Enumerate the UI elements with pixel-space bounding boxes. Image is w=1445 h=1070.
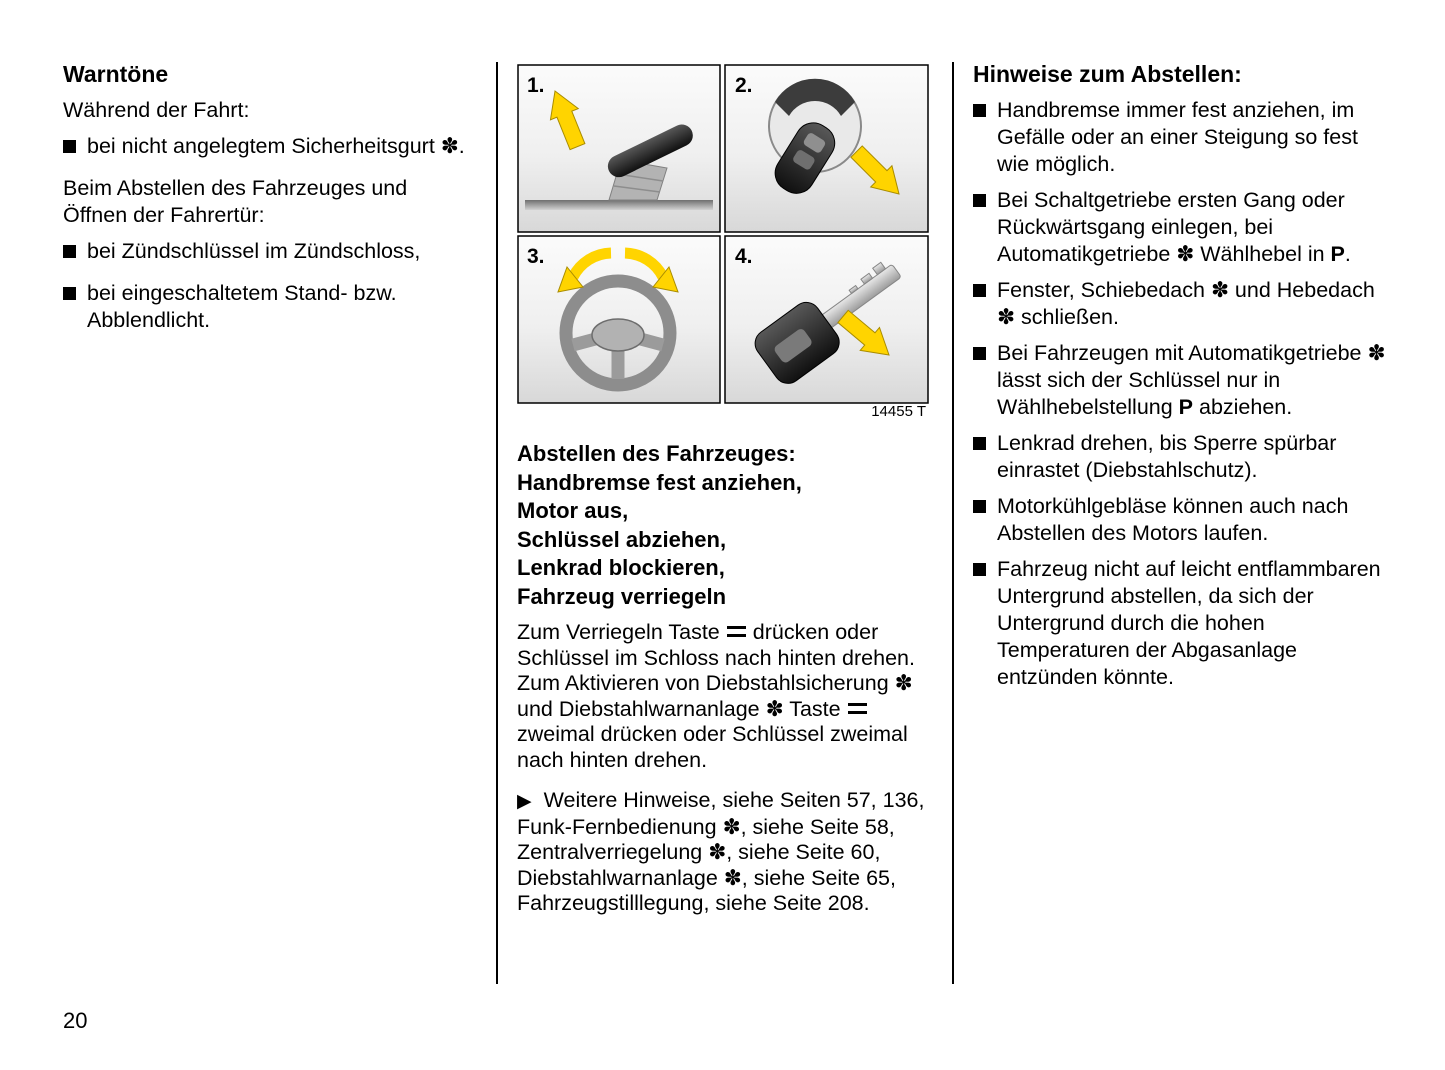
warning-tones-heading: Warntöne <box>63 61 169 87</box>
square-bullet-icon <box>63 140 76 153</box>
panel-2-label: 2. <box>735 74 753 97</box>
bullet-text: bei Zündschlüssel im Zündschloss, <box>87 239 421 263</box>
hint-item <box>973 493 1391 547</box>
parking-hints-section <box>973 60 1391 700</box>
hint-text: Bei Fahrzeugen mit Automatikgetriebe ✽ lässt sich der Schlüssel nur in Wählhebelstellung P abziehen. <box>997 341 1386 419</box>
parking-title-line: Handbremse fest anziehen, <box>517 469 802 495</box>
parking-body-paragraph <box>517 620 937 773</box>
note-text: Weitere Hinweise, siehe Seiten 57, 136, Funk-Fernbedienung ✽, siehe Seite 58, Zentralverriegelung ✽, siehe Seite 60, Diebstahlwarnanlage ✽, siehe Seite 65, Fahrzeugstilllegung, siehe Seite 208. <box>517 788 925 915</box>
hint-item <box>973 277 1391 331</box>
hint-item <box>973 187 1391 268</box>
parking-instructions-section <box>517 440 937 917</box>
figure-caption: 14455 T <box>871 403 926 418</box>
square-bullet-icon <box>973 563 986 576</box>
warning-tones-bullet-3 <box>63 280 465 334</box>
bullet-text: bei eingeschaltetem Stand- bzw. Abblendlicht. <box>87 281 397 332</box>
parking-title-line: Fahrzeug verriegeln <box>517 583 727 609</box>
lock-button-icon <box>848 703 867 714</box>
hint-text: Bei Schaltgetriebe ersten Gang oder Rückwärtsgang einlegen, bei Automatikgetriebe ✽ Wählhebel in P. <box>997 188 1351 266</box>
panel-1-label: 1. <box>527 74 545 97</box>
hint-text: Fahrzeug nicht auf leicht entflammbaren Untergrund abstellen, da sich der Untergrund durch die hohen Temperaturen der Abgasanlage entzünden könnte. <box>997 557 1381 689</box>
column-divider <box>496 62 498 984</box>
body-text: zweimal drücken oder Schlüssel zweimal nach hinten drehen. <box>517 722 908 772</box>
hint-item <box>973 340 1391 421</box>
triangle-marker-icon: ▶ <box>517 791 532 812</box>
square-bullet-icon <box>973 437 986 450</box>
warning-tones-section <box>63 60 465 349</box>
parking-title-line: Abstellen des Fahrzeuges: <box>517 441 796 466</box>
warning-tones-para-2: Beim Abstellen des Fahrzeuges und Öffnen der Fahrertür: <box>63 176 408 227</box>
square-bullet-icon <box>973 194 986 207</box>
parking-title-line: Motor aus, <box>517 498 629 523</box>
body-text: Zum Verriegeln Taste <box>517 620 720 644</box>
square-bullet-icon <box>973 284 986 297</box>
page-number: 20 <box>63 1008 88 1033</box>
hint-text: Fenster, Schiebedach ✽ und Hebedach ✽ schließen. <box>997 278 1375 329</box>
hint-item <box>973 97 1391 178</box>
warning-tones-intro: Während der Fahrt: <box>63 98 250 122</box>
square-bullet-icon <box>973 104 986 117</box>
panel-4-label: 4. <box>735 245 753 268</box>
square-bullet-icon <box>63 245 76 258</box>
parking-title-block <box>517 440 937 611</box>
hint-text: Motorkühlgebläse können auch nach Abstellen des Motors laufen. <box>997 494 1349 545</box>
parking-title-line: Lenkrad blockieren, <box>517 555 725 580</box>
parking-title-line: Schlüssel abziehen, <box>517 526 727 552</box>
parking-steps-figure <box>517 64 929 418</box>
parking-hints-heading: Hinweise zum Abstellen: <box>973 61 1242 87</box>
body-text: drücken oder Schlüssel im Schloss nach hinten drehen. Zum Aktivieren von Diebstahlsicherung ✽ und Diebstahlwarnanlage ✽ Taste <box>517 620 915 721</box>
square-bullet-icon <box>973 347 986 360</box>
further-info-note <box>517 788 937 917</box>
hint-item <box>973 556 1391 691</box>
warning-tones-bullet-2 <box>63 238 465 265</box>
warning-tones-bullet-1 <box>63 133 465 160</box>
column-divider <box>952 62 954 984</box>
hint-text: Lenkrad drehen, bis Sperre spürbar einrastet (Diebstahlschutz). <box>997 431 1337 482</box>
hint-text: Handbremse immer fest anziehen, im Gefälle oder an einer Steigung so fest wie möglich. <box>997 98 1358 176</box>
square-bullet-icon <box>973 500 986 513</box>
panel-3-label: 3. <box>527 245 545 268</box>
hint-item <box>973 430 1391 484</box>
lock-button-icon <box>727 626 746 637</box>
bullet-text: bei nicht angelegtem Sicherheitsgurt ✽. <box>87 134 465 158</box>
square-bullet-icon <box>63 287 76 300</box>
figure-block <box>517 64 929 423</box>
